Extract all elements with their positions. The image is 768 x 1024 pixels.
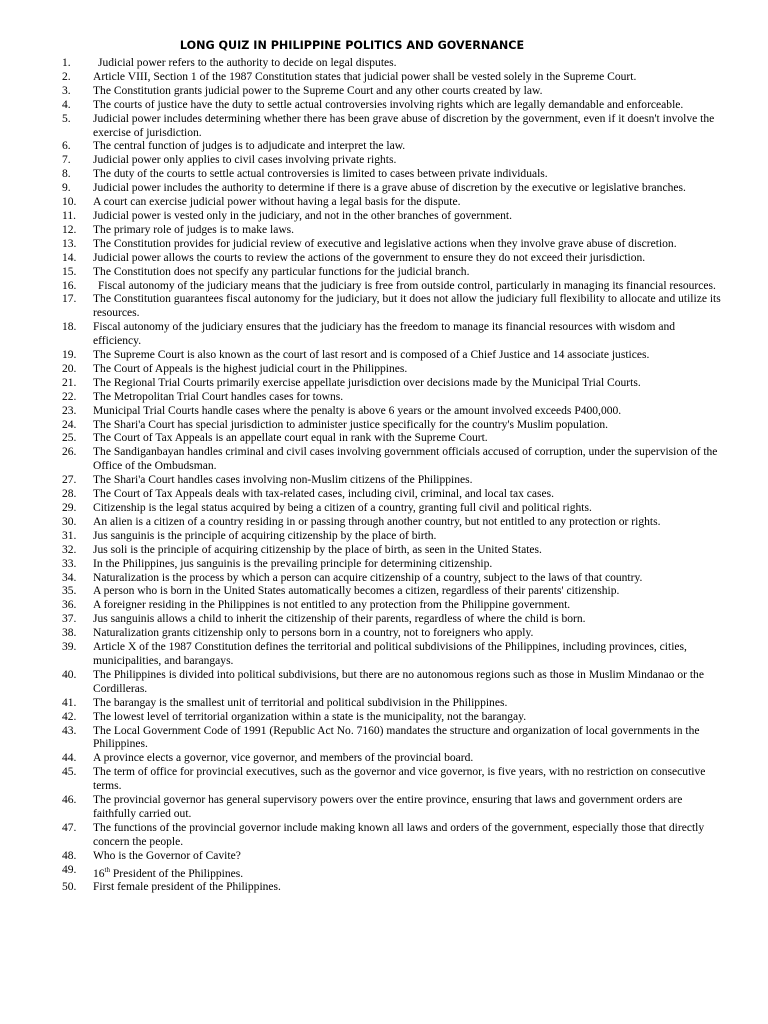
question-number: 23. — [62, 404, 77, 417]
question-text: A court can exercise judicial power without having a legal basis for the dispute. — [93, 196, 461, 209]
question-number: 44. — [62, 752, 77, 765]
question-text: The Metropolitan Trial Court handles cases for towns. — [93, 390, 344, 403]
question-text: In the Philippines, jus sanguinis is the prevailing principle for determining citizenship. — [93, 557, 493, 570]
question-item — [62, 850, 722, 864]
question-number: 2. — [62, 70, 71, 83]
question-number: 24. — [62, 418, 77, 431]
question-number: 9. — [62, 182, 71, 195]
question-number: 28. — [62, 488, 77, 501]
question-number: 34. — [62, 571, 77, 584]
question-item — [62, 405, 722, 419]
question-item — [62, 711, 722, 725]
question-number: 43. — [62, 724, 77, 737]
question-number: 7. — [62, 154, 71, 167]
question-number: 10. — [62, 196, 77, 209]
question-number: 1. — [62, 57, 71, 69]
question-item — [62, 196, 722, 210]
question-text: Fiscal autonomy of the judiciary means that the judiciary is free from outside control, particularly in managing its financial resources. — [98, 279, 716, 292]
question-text: The Constitution provides for judicial review of executive and legislative actions when they involve grave abuse of discretion. — [93, 237, 677, 250]
question-item — [62, 321, 722, 349]
question-text: A person who is born in the United States automatically becomes a citizen, regardless of their parents' citizenship. — [93, 585, 620, 598]
question-item — [62, 881, 722, 895]
question-number: 33. — [62, 557, 77, 570]
question-text: Judicial power allows the courts to review the actions of the government to ensure they do not exceed their jurisdiction. — [93, 251, 646, 264]
question-text: Naturalization grants citizenship only to persons born in a country, not to foreigners who apply. — [93, 627, 534, 640]
question-item — [62, 669, 722, 697]
question-number: 45. — [62, 766, 77, 779]
question-item — [62, 544, 722, 558]
question-number: 36. — [62, 599, 77, 612]
question-text: The Regional Trial Courts primarily exercise appellate jurisdiction over decisions made by the Municipal Trial Courts. — [93, 376, 641, 389]
question-text: Judicial power refers to the authority to decide on legal disputes. — [98, 57, 397, 69]
question-item — [62, 585, 722, 599]
question-item — [62, 85, 722, 99]
question-item — [62, 419, 722, 433]
question-item — [62, 613, 722, 627]
question-number: 48. — [62, 849, 77, 862]
question-item — [62, 488, 722, 502]
question-text: The Sandiganbayan handles criminal and civil cases involving government officials accused of corruption, under the supervision of the Office of the Ombudsman. — [93, 446, 718, 473]
question-number: 38. — [62, 627, 77, 640]
question-item — [62, 252, 722, 266]
question-text: The central function of judges is to adjudicate and interpret the law. — [93, 140, 406, 153]
question-number: 6. — [62, 140, 71, 153]
question-number: 47. — [62, 821, 77, 834]
question-item — [62, 391, 722, 405]
question-text: Fiscal autonomy of the judiciary ensures that the judiciary has the freedom to manage its financial resources with wisdom and efficiency. — [93, 321, 675, 348]
question-number: 5. — [62, 112, 71, 125]
question-item — [62, 530, 722, 544]
question-text: The Constitution guarantees fiscal autonomy for the judiciary, but it does not allow the judiciary full flexibility to allocate and utilize its resources. — [93, 293, 721, 320]
question-item — [62, 113, 722, 141]
question-item — [62, 558, 722, 572]
question-text: Jus sanguinis allows a child to inherit the citizenship of their parents, regardless of where the child is born. — [93, 613, 586, 626]
question-item — [62, 349, 722, 363]
question-list — [62, 57, 722, 895]
question-item — [62, 182, 722, 196]
question-number: 16. — [62, 279, 77, 292]
question-number: 26. — [62, 446, 77, 459]
question-text: Judicial power is vested only in the judiciary, and not in the other branches of government. — [93, 209, 512, 222]
question-text: The barangay is the smallest unit of territorial and political subdivision in the Philippines. — [93, 696, 508, 709]
question-number: 41. — [62, 696, 77, 709]
question-item — [62, 154, 722, 168]
question-number: 18. — [62, 321, 77, 334]
question-item — [62, 697, 722, 711]
question-text: Citizenship is the legal status acquired by being a citizen of a country, granting full civil and political rights. — [93, 502, 592, 514]
question-item — [62, 238, 722, 252]
question-text: The Constitution does not specify any particular functions for the judicial branch. — [93, 265, 470, 278]
question-item — [62, 363, 722, 377]
question-item — [62, 599, 722, 613]
question-number: 17. — [62, 293, 77, 306]
question-item — [62, 864, 722, 882]
question-item — [62, 725, 722, 753]
question-number: 4. — [62, 98, 71, 111]
question-number: 25. — [62, 432, 77, 445]
question-item — [62, 57, 722, 71]
question-item — [62, 794, 722, 822]
question-text: The functions of the provincial governor include making known all laws and orders of the government, especially those that directly concern the people. — [93, 821, 705, 848]
question-item — [62, 168, 722, 182]
question-text: The primary role of judges is to make laws. — [93, 223, 295, 236]
question-text: Municipal Trial Courts handle cases where the penalty is above 6 years or the amount involved exceeds P400,000. — [93, 404, 622, 417]
question-number: 3. — [62, 84, 71, 97]
question-text: Who is the Governor of Cavite? — [93, 849, 241, 862]
question-text: Judicial power includes determining whether there has been grave abuse of discretion by the government, even if it doesn't involve the exercise of jurisdiction. — [93, 112, 715, 139]
question-number: 20. — [62, 362, 77, 375]
question-text: Jus sanguinis is the principle of acquiring citizenship by the place of birth. — [93, 529, 437, 542]
question-text: The term of office for provincial executives, such as the governor and vice governor, is five years, with no restriction on consecutive terms. — [93, 766, 706, 793]
question-number: 22. — [62, 390, 77, 403]
question-number: 31. — [62, 529, 77, 542]
question-text: The Court of Appeals is the highest judicial court in the Philippines. — [93, 362, 408, 375]
question-text: Naturalization is the process by which a person can acquire citizenship of a country, subject to the laws of that country. — [93, 571, 643, 584]
question-item — [62, 516, 722, 530]
question-text: Article VIII, Section 1 of the 1987 Constitution states that judicial power shall be vested solely in the Supreme Court. — [93, 70, 637, 83]
question-text: The Philippines is divided into political subdivisions, but there are no autonomous regions such as those in Muslim Mindanao or the Cordilleras. — [93, 668, 704, 695]
question-number: 40. — [62, 668, 77, 681]
question-number: 15. — [62, 265, 77, 278]
question-number: 19. — [62, 349, 77, 362]
question-number: 42. — [62, 710, 77, 723]
question-text: A foreigner residing in the Philippines is not entitled to any protection from the Philippine government. — [93, 599, 571, 612]
question-text: The Supreme Court is also known as the court of last resort and is composed of a Chief Justice and 14 associate justices. — [93, 349, 650, 362]
quiz-title: LONG QUIZ IN PHILIPPINE POLITICS AND GOVERNANCE — [179, 39, 525, 52]
question-text: The Court of Tax Appeals deals with tax-related cases, including civil, criminal, and local tax cases. — [93, 488, 555, 501]
question-text: Judicial power includes the authority to determine if there is a grave abuse of discretion by the executive or legislative branches. — [93, 182, 686, 195]
question-number: 46. — [62, 794, 77, 807]
question-text: The provincial governor has general supervisory powers over the entire province, ensuring that laws and government orders are faithfully carried out. — [93, 794, 683, 820]
question-number: 8. — [62, 168, 71, 181]
question-number: 14. — [62, 251, 77, 264]
question-item — [62, 71, 722, 85]
question-number: 12. — [62, 223, 77, 236]
question-number: 49. — [62, 863, 77, 876]
question-number: 29. — [62, 502, 77, 514]
question-item — [62, 210, 722, 224]
question-item — [62, 627, 722, 641]
question-number: 39. — [62, 641, 77, 654]
question-item — [62, 266, 722, 280]
question-text: The Constitution grants judicial power to the Supreme Court and any other courts created by law. — [93, 84, 543, 97]
question-item — [62, 432, 722, 446]
question-text: The Court of Tax Appeals is an appellate court equal in rank with the Supreme Court. — [93, 432, 488, 445]
question-item — [62, 224, 722, 238]
question-item — [62, 752, 722, 766]
question-text: A province elects a governor, vice governor, and members of the provincial board. — [93, 752, 474, 765]
question-item — [62, 766, 722, 794]
question-text: The courts of justice have the duty to settle actual controversies involving rights which are legally demandable and enforceable. — [93, 98, 684, 111]
question-item — [62, 572, 722, 586]
question-item — [62, 474, 722, 488]
question-number: 35. — [62, 585, 77, 598]
question-item — [62, 446, 722, 474]
question-text: Jus soli is the principle of acquiring citizenship by the place of birth, as seen in the United States. — [93, 543, 542, 556]
question-text: The duty of the courts to settle actual controversies is limited to cases between private individuals. — [93, 168, 548, 181]
question-item — [62, 99, 722, 113]
question-text: An alien is a citizen of a country residing in or passing through another country, but not entitled to any protection or rights. — [93, 515, 661, 528]
question-text: The lowest level of territorial organization within a state is the municipality, not the barangay. — [93, 710, 527, 723]
question-item — [62, 641, 722, 669]
question-item — [62, 822, 722, 850]
question-item — [62, 293, 722, 321]
question-text: First female president of the Philippines. — [93, 881, 281, 894]
question-number: 32. — [62, 543, 77, 556]
question-number: 13. — [62, 237, 77, 250]
question-text: The Local Government Code of 1991 (Republic Act No. 7160) mandates the structure and organization of local governments in the Philippines. — [93, 724, 700, 751]
question-text: 16th President of the Philippines. — [93, 865, 244, 880]
question-item — [62, 140, 722, 154]
question-text: Article X of the 1987 Constitution defines the territorial and political subdivisions of the Philippines, including provinces, cities, municipalities, and barangays. — [93, 641, 687, 667]
question-item — [62, 280, 722, 294]
question-number: 37. — [62, 613, 77, 626]
question-number: 21. — [62, 376, 77, 389]
question-text: The Shari'a Court has special jurisdiction to administer justice specifically for the country's Muslim population. — [93, 418, 609, 431]
question-number: 11. — [62, 209, 77, 222]
question-number: 50. — [62, 881, 77, 894]
question-number: 27. — [62, 474, 77, 487]
question-item — [62, 502, 722, 516]
question-item — [62, 377, 722, 391]
question-number: 30. — [62, 515, 77, 528]
question-text: Judicial power only applies to civil cases involving private rights. — [93, 154, 397, 167]
question-text: The Shari'a Court handles cases involving non-Muslim citizens of the Philippines. — [93, 474, 473, 487]
